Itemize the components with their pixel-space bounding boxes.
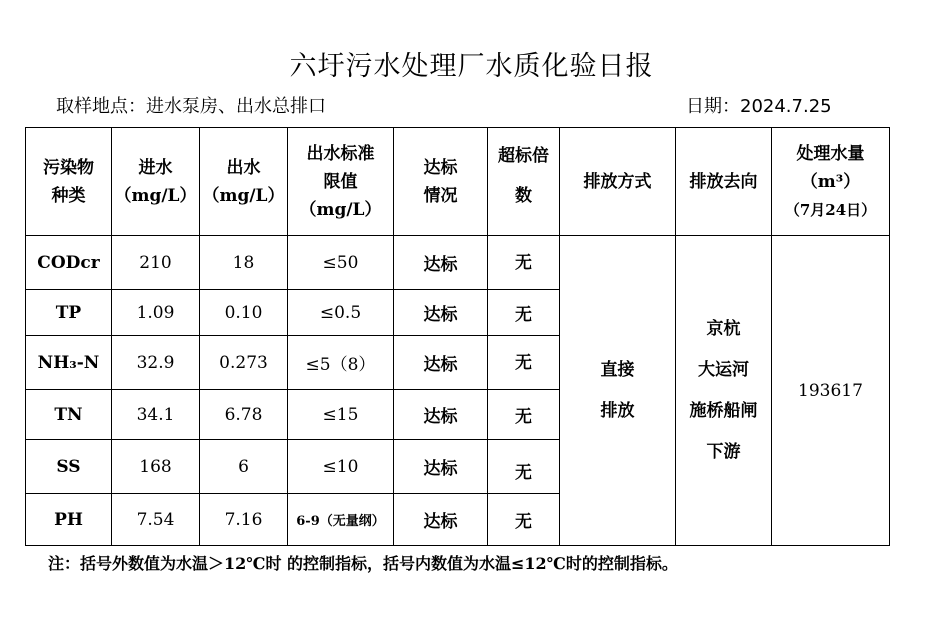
inflow-value: 168	[112, 440, 200, 494]
exceed-value: 无	[488, 440, 560, 494]
limit-value: ≤15	[288, 390, 394, 440]
header-pollutant: 污染物 种类	[26, 128, 112, 236]
compliance-status: 达标	[394, 336, 488, 390]
inflow-value: 7.54	[112, 494, 200, 546]
compliance-status: 达标	[394, 494, 488, 546]
header-exceed: 超标倍 数	[488, 128, 560, 236]
header-discharge-dest: 排放去向	[676, 128, 772, 236]
limit-value: ≤0.5	[288, 290, 394, 336]
inflow-value: 210	[112, 236, 200, 290]
exceed-value: 无	[488, 390, 560, 440]
inflow-value: 1.09	[112, 290, 200, 336]
outflow-value: 7.16	[200, 494, 288, 546]
exceed-value: 无	[488, 336, 560, 390]
report-date: 日期：2024.7.25	[686, 96, 832, 117]
header-compliance: 达标 情况	[394, 128, 488, 236]
pollutant-name: NH₃-N	[26, 336, 112, 390]
exceed-value: 无	[488, 236, 560, 290]
outflow-value: 0.10	[200, 290, 288, 336]
exceed-value: 无	[488, 494, 560, 546]
header-row	[26, 128, 890, 236]
compliance-status: 达标	[394, 236, 488, 290]
limit-value: 6-9（无量纲）	[288, 494, 394, 546]
pollutant-name: PH	[26, 494, 112, 546]
outflow-value: 6.78	[200, 390, 288, 440]
discharge-dest-cell: 京杭 大运河 施桥船闸 下游	[676, 236, 772, 546]
outflow-value: 0.273	[200, 336, 288, 390]
header-limit: 出水标准 限值 （mg/L）	[288, 128, 394, 236]
outflow-value: 18	[200, 236, 288, 290]
compliance-status: 达标	[394, 440, 488, 494]
table-row	[26, 236, 890, 290]
report-title: 六圩污水处理厂水质化验日报	[289, 51, 654, 82]
discharge-method-cell: 直接 排放	[560, 236, 676, 546]
limit-value: ≤10	[288, 440, 394, 494]
pollutant-name: CODcr	[26, 236, 112, 290]
sampling-location: 取样地点：进水泵房、出水总排口	[56, 96, 326, 117]
treated-volume: 193617	[772, 236, 890, 546]
header-discharge-method: 排放方式	[560, 128, 676, 236]
pollutant-name: TP	[26, 290, 112, 336]
compliance-status: 达标	[394, 390, 488, 440]
outflow-value: 6	[200, 440, 288, 494]
limit-value: ≤5（8）	[288, 336, 394, 390]
limit-value: ≤50	[288, 236, 394, 290]
pollutant-name: SS	[26, 440, 112, 494]
water-quality-table	[25, 127, 890, 546]
inflow-value: 34.1	[112, 390, 200, 440]
header-volume: 处理水量 （m³） （7月24日）	[772, 128, 890, 236]
header-inflow: 进水 （mg/L）	[112, 128, 200, 236]
footnote: 注：括号外数值为水温＞12℃时 的控制指标，括号内数值为水温≤12℃时的控制指标。	[48, 554, 678, 573]
header-outflow: 出水 （mg/L）	[200, 128, 288, 236]
compliance-status: 达标	[394, 290, 488, 336]
pollutant-name: TN	[26, 390, 112, 440]
inflow-value: 32.9	[112, 336, 200, 390]
exceed-value: 无	[488, 290, 560, 336]
